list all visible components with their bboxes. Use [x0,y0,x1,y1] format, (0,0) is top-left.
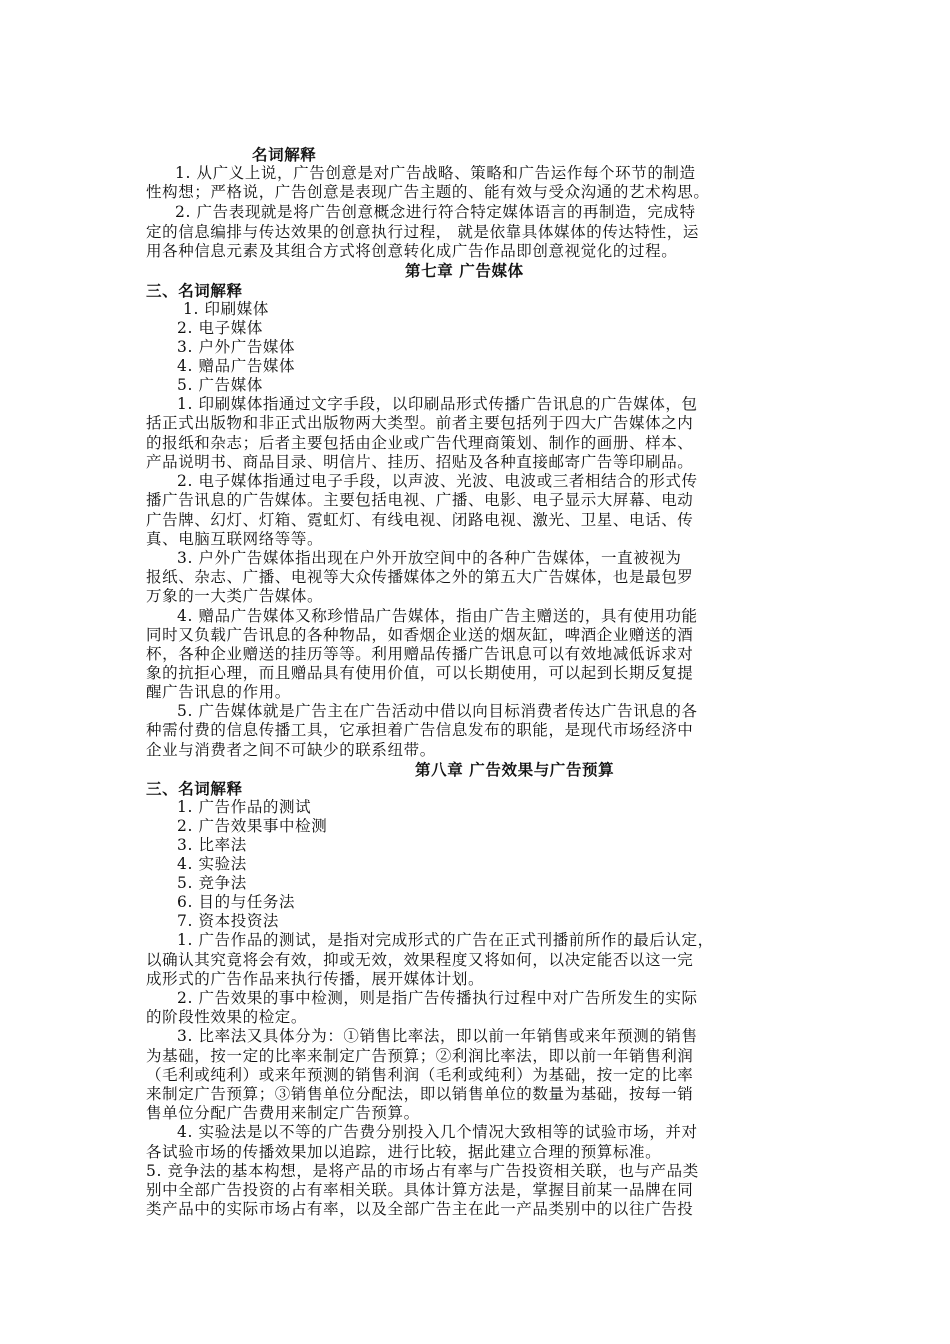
text-line: （毛利或纯利）或来年预测的销售利润（毛利或纯利）为基础，按一定的比率 [146,1066,694,1084]
text-line: 2. 广告效果事中检测 [177,817,328,835]
text-line: 售单位分配广告费用来制定广告预算。 [146,1104,420,1122]
text-line: 1. 印刷媒体 [183,300,269,318]
text-line: 5. 竞争法的基本构想，是将产品的市场占有率与广告投资相关联，也与产品类 [146,1162,699,1180]
text-line: 产品说明书、商品目录、明信片、挂历、招贴及各种直接邮寄广告等印刷品。 [146,453,694,471]
text-line: 3. 比率法又具体分为：①销售比率法，即以前一年销售或来年预测的销售 [177,1027,698,1045]
text-line: 7. 资本投资法 [177,912,280,930]
text-line: 广告牌、幻灯、灯箱、霓虹灯、有线电视、闭路电视、激光、卫星、电话、传 [146,511,694,529]
text-line: 2. 广告表现就是将广告创意概念进行符合特定媒体语言的再制造，完成特 [175,203,696,221]
text-line: 万象的一大类广告媒体。 [146,587,324,605]
text-line: 2. 电子媒体 [177,319,263,337]
text-line: 醒广告讯息的作用。 [146,683,291,701]
text-line: 以确认其究竟将会有效，抑或无效，效果程度又将如何，以决定能否以这一完 [146,951,694,969]
text-line: 4. 赠品广告媒体又称珍惜品广告媒体，指由广告主赠送的，具有使用功能 [177,607,698,625]
text-line: 的阶段性效果的检定。 [146,1008,308,1026]
text-line: 来制定广告预算；③销售单位分配法，即以销售单位的数量为基础，按每一销 [146,1085,694,1103]
text-line: 2. 广告效果的事中检测，则是指广告传播执行过程中对广告所发生的实际 [177,989,698,1007]
text-line: 同时又负载广告讯息的各种物品，如香烟企业送的烟灰缸，啤酒企业赠送的酒 [146,626,694,644]
text-line: 性构想；严格说，广告创意是表现广告主题的、能有效与受众沟通的艺术构思。 [146,183,710,201]
text-line: 括正式出版物和非正式出版物两大类型。前者主要包括列于四大广告媒体之内 [146,414,694,432]
text-line: 1. 印刷媒体指通过文字手段，以印刷品形式传播广告讯息的广告媒体，包 [177,395,698,413]
text-line: 为基础，按一定的比率来制定广告预算；②利润比率法，即以前一年销售利润 [146,1047,694,1065]
text-line: 各试验市场的传播效果加以追踪，进行比较，据此建立合理的预算标准。 [146,1143,662,1161]
heading-line: 第七章 广告媒体 [405,261,524,280]
heading-line: 名词解释 [252,145,317,164]
text-line: 播广告讯息的广告媒体。主要包括电视、广播、电影、电子显示大屏幕、电动 [146,491,694,509]
text-line: 5. 广告媒体 [177,376,263,394]
text-line: 企业与消费者之间不可缺少的联系纽带。 [146,741,436,759]
heading-line: 第八章 广告效果与广告预算 [415,760,615,779]
text-line: 1. 广告作品的测试 [177,798,312,816]
text-line: 类产品中的实际市场占有率，以及全部广告主在此一产品类别中的以往广告投 [146,1200,694,1218]
text-line: 1. 从广义上说，广告创意是对广告战略、策略和广告运作每个环节的制造 [175,164,696,182]
text-line: 定的信息编排与传达效果的创意执行过程， 就是依靠具体媒体的传达特性，运 [146,223,699,241]
text-line: 4. 赠品广告媒体 [177,357,296,375]
text-line: 杯，各种企业赠送的挂历等等。利用赠品传播广告讯息可以有效地减低诉求对 [146,645,694,663]
text-line: 4. 实验法是以不等的广告费分别投入几个情况大致相等的试验市场，并对 [177,1123,698,1141]
text-line: 的报纸和杂志；后者主要包括由企业或广告代理商策划、制作的画册、样本、 [146,434,694,452]
text-line: 1. 广告作品的测试，是指对完成形式的广告在正式刊播前所作的最后认定， [177,931,714,949]
text-line: 2. 电子媒体指通过电子手段，以声波、光波、电波或三者相结合的形式传 [177,472,698,490]
text-line: 用各种信息元素及其组合方式将创意转化成广告作品即创意视觉化的过程。 [146,242,678,260]
text-line: 3. 比率法 [177,836,247,854]
text-line: 别中全部广告投资的占有率相关联。具体计算方法是，掌握目前某一品牌在同 [146,1181,694,1199]
text-line: 3. 户外广告媒体指出现在户外开放空间中的各种广告媒体，一直被视为 [177,549,682,567]
heading-line: 三、名词解释 [146,281,243,300]
text-line: 种需付费的信息传播工具，它承担着广告信息发布的职能，是现代市场经济中 [146,721,694,739]
text-line: 成形式的广告作品来执行传播，展开媒体计划。 [146,970,485,988]
text-line: 5. 广告媒体就是广告主在广告活动中借以向目标消费者传达广告讯息的各 [177,702,698,720]
text-line: 象的抗拒心理，而且赠品具有使用价值，可以长期使用，可以起到长期反复提 [146,664,694,682]
text-line: 6. 目的与任务法 [177,893,296,911]
text-line: 4. 实验法 [177,855,247,873]
text-line: 5. 竞争法 [177,874,247,892]
text-line: 报纸、杂志、广播、电视等大众传播媒体之外的第五大广告媒体，也是最包罗 [146,568,694,586]
text-line: 3. 户外广告媒体 [177,338,296,356]
heading-line: 三、名词解释 [146,779,243,798]
text-line: 真、电脑互联网络等等。 [146,530,324,548]
